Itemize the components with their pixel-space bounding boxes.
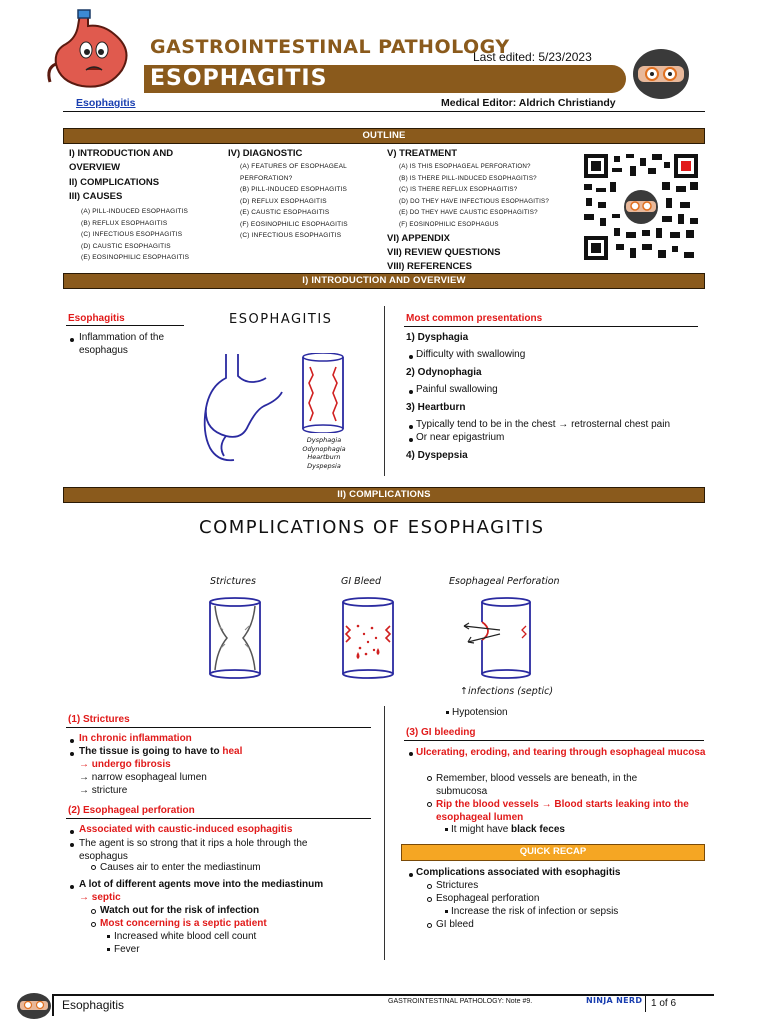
presentation-detail: Painful swallowing bbox=[416, 384, 498, 395]
bullet-dot bbox=[409, 752, 413, 756]
square-bullet bbox=[107, 935, 110, 938]
square-bullet bbox=[446, 711, 449, 714]
strictures-diagram bbox=[205, 596, 265, 680]
strictures-subhead: (1) Strictures bbox=[68, 714, 130, 725]
ninja-nerd-logo: NINJA NERD bbox=[586, 996, 643, 1005]
circle-bullet bbox=[427, 923, 432, 928]
toc-item[interactable]: I) INTRODUCTION AND bbox=[69, 148, 174, 159]
perforation-subhead: (2) Esophageal perforation bbox=[68, 805, 195, 816]
toc-sub[interactable]: (A) IS THIS ESOPHAGEAL PERFORATION? bbox=[399, 163, 531, 170]
toc-item[interactable]: VIII) REFERENCES bbox=[387, 261, 472, 272]
recap-subpoint: Strictures bbox=[436, 880, 479, 891]
perforation-point: The agent is so strong that it rips a hole through the esophagus bbox=[79, 838, 308, 862]
strictures-arrow: → narrow esophageal lumen bbox=[79, 772, 207, 783]
footer-title: Esophagitis bbox=[62, 998, 125, 1012]
fig-label-strictures: Strictures bbox=[210, 576, 256, 587]
perforation-subpoint: Watch out for the risk of infection bbox=[100, 905, 260, 916]
square-bullet bbox=[107, 948, 110, 951]
bullet-dot bbox=[70, 830, 74, 834]
outline-col-1 bbox=[69, 147, 219, 264]
column-divider bbox=[384, 306, 385, 476]
toc-item[interactable]: VI) APPENDIX bbox=[387, 233, 450, 244]
fig-label-gi-bleed: GI Bleed bbox=[341, 576, 382, 587]
toc-item[interactable]: III) CAUSES bbox=[69, 191, 123, 202]
presentation-label: 1) Dysphagia bbox=[406, 332, 469, 343]
toc-sub[interactable]: (A) PILL-INDUCED ESOPHAGITIS bbox=[81, 208, 189, 215]
hypotension-text: Hypotension bbox=[452, 707, 508, 718]
perforation-diagram bbox=[460, 596, 536, 680]
header-divider bbox=[63, 111, 705, 112]
strictures-text-red: heal bbox=[222, 746, 243, 757]
complications-figure-title: COMPLICATIONS OF ESOPHAGITIS bbox=[199, 517, 545, 538]
symptom-list bbox=[297, 436, 351, 470]
toc-item[interactable]: OVERVIEW bbox=[69, 162, 121, 173]
subhead-underline bbox=[404, 326, 698, 327]
presentation-detail: Typically tend to be in the chest → retrosternal chest pain bbox=[416, 419, 671, 430]
footer-avatar-icon bbox=[14, 990, 54, 1020]
toc-sub[interactable]: (D) DO THEY HAVE INFECTIOUS ESOPHAGITIS? bbox=[399, 197, 549, 205]
circle-bullet bbox=[91, 909, 96, 914]
strictures-point: In chronic inflammation bbox=[79, 733, 192, 744]
last-edited: Last edited: 5/23/2023 bbox=[473, 50, 592, 64]
bleeding-subhead: (3) GI bleeding bbox=[406, 727, 476, 738]
square-bullet bbox=[445, 828, 448, 831]
bullet-dot bbox=[409, 425, 413, 429]
esophagitis-subhead: Esophagitis bbox=[68, 313, 125, 324]
bullet-dot bbox=[409, 873, 413, 877]
page-number: 1 of 6 bbox=[651, 998, 677, 1009]
bullet-dot bbox=[409, 438, 413, 442]
presentation-detail: Or near epigastrium bbox=[416, 432, 505, 443]
medical-editor: Medical Editor: Aldrich Christiandy bbox=[441, 97, 616, 109]
outline-col-3 bbox=[387, 147, 577, 274]
toc-sub[interactable]: (F) EOSINOPHILIC ESOPHAGITIS bbox=[240, 220, 348, 228]
toc-sub[interactable]: (E) EOSINOPHILIC ESOPHAGITIS bbox=[81, 254, 190, 261]
circle-bullet bbox=[427, 802, 432, 807]
page-title: ESOPHAGITIS bbox=[150, 66, 328, 91]
perforation-detail: Fever bbox=[114, 944, 140, 955]
bleeding-subpoint: Remember, blood vessels are beneath, in the submucosa bbox=[436, 773, 638, 797]
toc-sub[interactable]: (F) EOSINOPHILIC ESOPHAGUS bbox=[399, 220, 499, 228]
perforation-point-red: → septic bbox=[79, 892, 121, 903]
toc-sub: PERFORATION? bbox=[240, 174, 293, 182]
column-divider bbox=[384, 706, 385, 960]
footer-tick bbox=[645, 996, 646, 1012]
presentations-subhead: Most common presentations bbox=[406, 313, 543, 324]
outline-col-2 bbox=[228, 147, 378, 242]
footer-note: GASTROINTESTINAL PATHOLOGY: Note #9. bbox=[388, 998, 533, 1005]
subhead-underline bbox=[404, 740, 704, 741]
inflamed-esophagus-diagram bbox=[298, 353, 348, 433]
perforation-subpoint: Causes air to enter the mediastinum bbox=[100, 862, 261, 873]
bleeding-detail-bold: black feces bbox=[511, 824, 565, 835]
subhead-underline bbox=[66, 727, 371, 728]
recap-detail: Increase the risk of infection or sepsis bbox=[451, 906, 619, 917]
toc-sub[interactable]: (D) CAUSTIC ESOPHAGITIS bbox=[81, 242, 171, 250]
perforation-point: A lot of different agents move into the mediastinum bbox=[79, 879, 324, 890]
toc-sub[interactable]: (C) IS THERE REFLUX ESOPHAGITIS? bbox=[399, 186, 518, 193]
bullet-dot bbox=[70, 885, 74, 889]
toc-item[interactable]: V) TREATMENT bbox=[387, 148, 458, 159]
toc-item[interactable]: II) COMPLICATIONS bbox=[69, 177, 160, 188]
intro-bar: I) INTRODUCTION AND OVERVIEW bbox=[63, 273, 705, 289]
toc-sub[interactable]: (D) REFLUX ESOPHAGITIS bbox=[240, 197, 327, 205]
bullet-dot bbox=[409, 355, 413, 359]
bullet-dot bbox=[70, 843, 74, 847]
bullet-dot bbox=[70, 338, 74, 342]
breadcrumb-link[interactable]: Esophagitis bbox=[76, 97, 136, 109]
subhead-underline bbox=[66, 818, 371, 819]
toc-sub[interactable]: (B) REFLUX ESOPHAGITIS bbox=[81, 219, 168, 227]
toc-sub[interactable]: (C) INFECTIOUS ESOPHAGITIS bbox=[81, 231, 183, 238]
perforation-detail: Increased white blood cell count bbox=[114, 931, 257, 942]
septic-caption: ↑infections (septic) bbox=[460, 686, 554, 697]
quick-recap-bar: QUICK RECAP bbox=[401, 844, 705, 861]
presentation-label: 4) Dyspepsia bbox=[406, 450, 468, 461]
circle-bullet bbox=[427, 776, 432, 781]
circle-bullet bbox=[91, 922, 96, 927]
recap-subpoint: GI bleed bbox=[436, 919, 474, 930]
bleeding-point: Ulcerating, eroding, and tearing through esophageal mucosa bbox=[416, 747, 706, 758]
symptom-label: Odynophagia bbox=[302, 444, 346, 453]
fig-label-perforation: Esophageal Perforation bbox=[449, 576, 560, 587]
square-bullet bbox=[445, 910, 448, 913]
outline-bar: OUTLINE bbox=[63, 128, 705, 144]
circle-bullet bbox=[91, 865, 96, 870]
strictures-point-red: → undergo fibrosis bbox=[79, 759, 171, 770]
recap-subpoint: Esophageal perforation bbox=[436, 893, 540, 904]
circle-bullet bbox=[427, 884, 432, 889]
strictures-point bbox=[79, 746, 242, 757]
recap-point: Complications associated with esophagitis bbox=[416, 867, 621, 878]
toc-sub[interactable]: (B) IS THERE PILL-INDUCED ESOPHAGITIS? bbox=[399, 174, 537, 182]
presentation-label: 3) Heartburn bbox=[406, 402, 466, 413]
symptom-label: Dysphagia bbox=[306, 436, 342, 444]
toc-item[interactable]: IV) DIAGNOSTIC bbox=[228, 148, 303, 159]
strictures-arrow: → stricture bbox=[79, 785, 128, 796]
toc-sub[interactable]: (A) FEATURES OF ESOPHAGEAL bbox=[240, 163, 347, 170]
toc-item[interactable]: VII) REVIEW QUESTIONS bbox=[387, 247, 501, 258]
definition-text: Inflammation of the esophagus bbox=[79, 332, 165, 356]
ninja-avatar-icon bbox=[630, 44, 692, 100]
footer-tick bbox=[52, 994, 54, 1016]
stomach-mascot-icon bbox=[42, 8, 142, 94]
qr-code-icon[interactable] bbox=[582, 152, 700, 262]
toc-sub[interactable]: (B) PILL-INDUCED ESOPHAGITIS bbox=[240, 186, 348, 193]
perforation-subpoint: Most concerning is a septic patient bbox=[100, 918, 267, 929]
toc-sub[interactable]: (E) CAUSTIC ESOPHAGITIS bbox=[240, 209, 330, 216]
gi-bleed-diagram bbox=[338, 596, 398, 680]
bullet-dot bbox=[409, 390, 413, 394]
symptom-label: Dyspepsia bbox=[307, 461, 341, 470]
complications-bar: II) COMPLICATIONS bbox=[63, 487, 705, 503]
bullet-dot bbox=[70, 739, 74, 743]
bleeding-subpoint: Rip the blood vessels → Blood starts leaking into the esophageal lumen bbox=[436, 799, 689, 823]
stomach-diagram bbox=[196, 352, 286, 467]
strictures-text: The tissue is going to have to bbox=[79, 746, 223, 757]
symptom-label: Heartburn bbox=[307, 453, 341, 461]
bleeding-detail bbox=[451, 824, 565, 835]
perforation-point: Associated with caustic-induced esophagitis bbox=[79, 824, 293, 835]
presentation-label: 2) Odynophagia bbox=[406, 367, 482, 378]
esophagitis-figure-title: ESOPHAGITIS bbox=[229, 312, 333, 327]
category-title: GASTROINTESTINAL PATHOLOGY bbox=[150, 36, 510, 58]
bleeding-detail-text: It might have bbox=[451, 824, 512, 835]
presentation-detail: Difficulty with swallowing bbox=[416, 349, 526, 360]
toc-sub[interactable]: (E) DO THEY HAVE CAUSTIC ESOPHAGITIS? bbox=[399, 209, 538, 216]
toc-sub[interactable]: (C) INFECTIOUS ESOPHAGITIS bbox=[240, 232, 342, 239]
bullet-dot bbox=[70, 752, 74, 756]
circle-bullet bbox=[427, 897, 432, 902]
subhead-underline bbox=[66, 325, 184, 326]
